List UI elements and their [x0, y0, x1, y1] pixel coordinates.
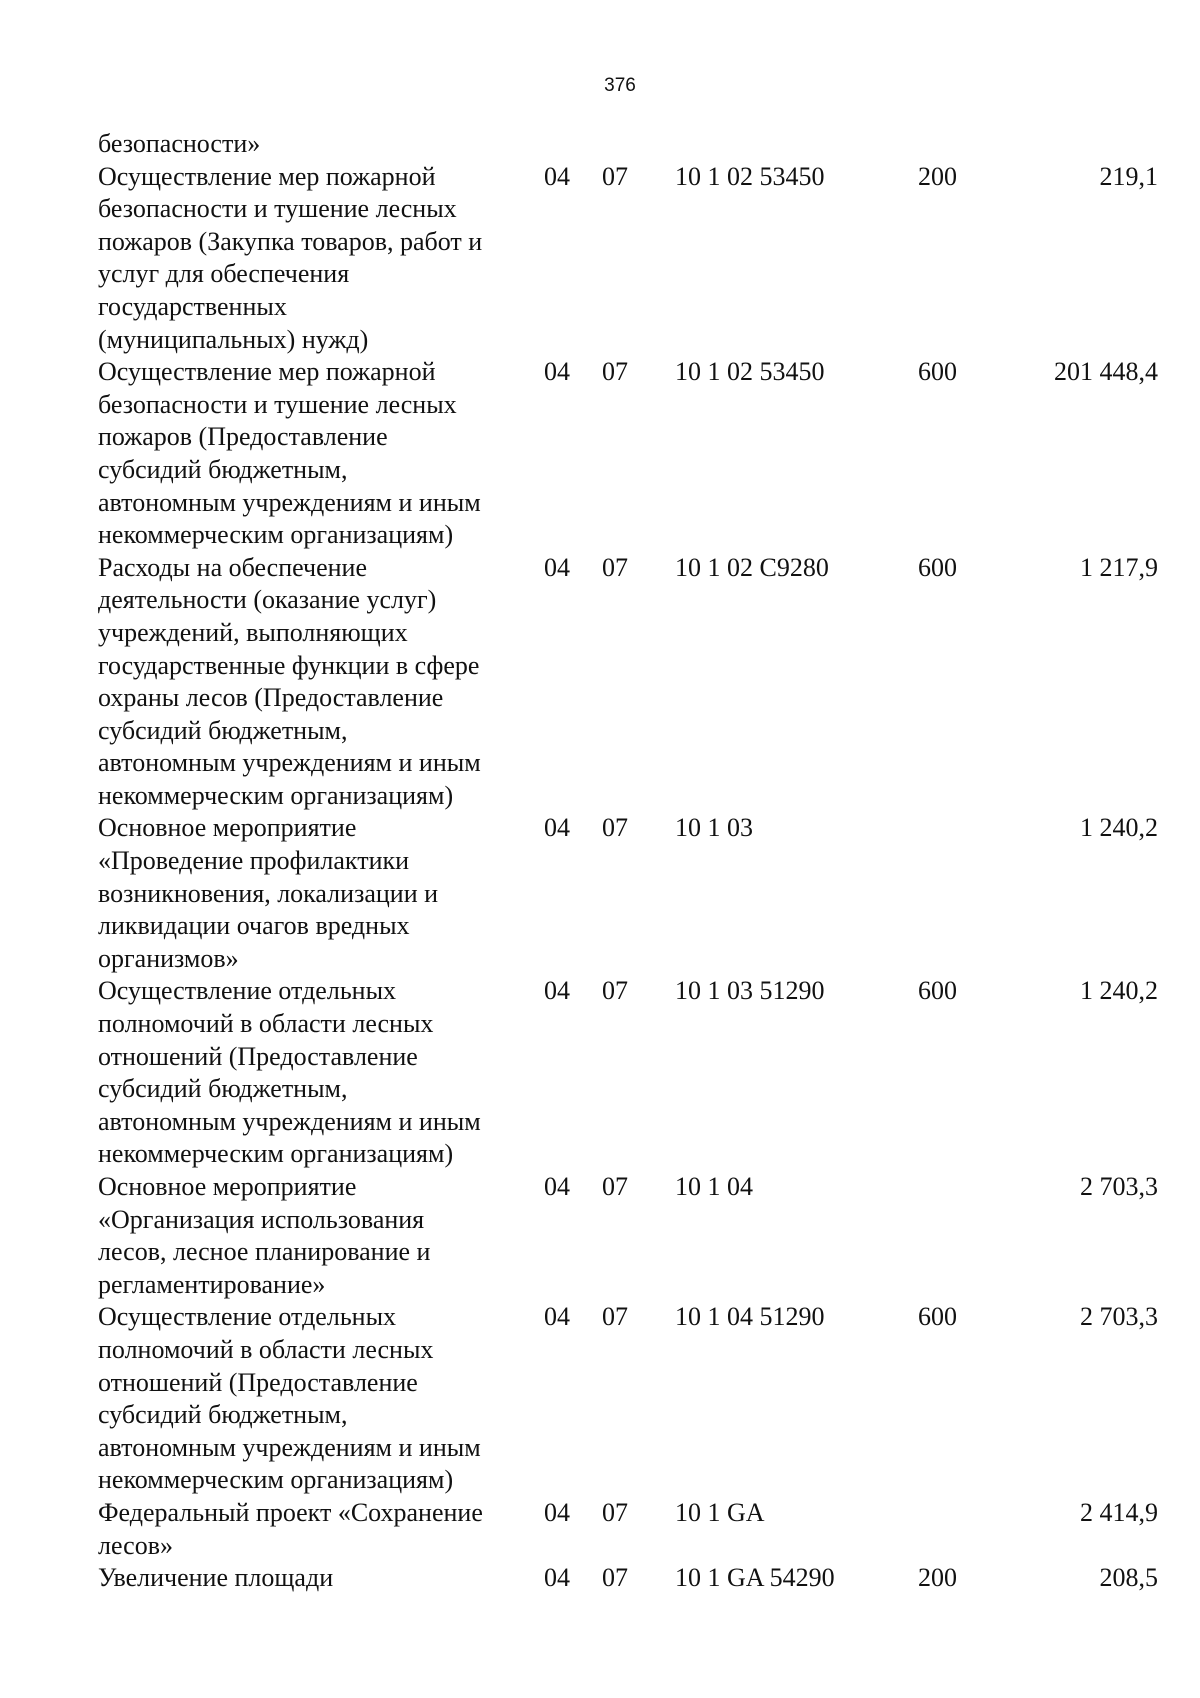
subsection-code: 07: [602, 1172, 628, 1201]
amount: 201 448,4: [1054, 357, 1158, 387]
table-row: [98, 1497, 1158, 1562]
subsection-code: 07: [602, 357, 628, 387]
expense-type-code: 600: [918, 552, 957, 582]
target-article-code: 10 1 03 51290: [675, 976, 825, 1006]
section-code: 04: [544, 357, 570, 387]
expense-type-code: 200: [918, 161, 957, 191]
expense-type-code: 600: [918, 976, 957, 1006]
table-row: [98, 1171, 1158, 1301]
target-article-code: 10 1 GA 54290: [675, 1563, 835, 1593]
item-name: Осуществление отдельных полномочий в области лесных отношений (Предоставление субсидий бюджетным, автономным учреждениям и иным некоммерческим организациям): [98, 1302, 481, 1495]
table-row: [98, 975, 1158, 1171]
subsection-code: 07: [602, 1497, 628, 1527]
section-code: 04: [544, 976, 570, 1006]
table-row: [98, 812, 1158, 975]
amount: 2 703,3: [1080, 1172, 1158, 1201]
section-code: 04: [544, 1302, 570, 1332]
item-name: Федеральный проект «Сохранение лесов»: [98, 1497, 483, 1560]
table-row: [98, 128, 1158, 161]
subsection-code: 07: [602, 976, 628, 1006]
item-name: Осуществление отдельных полномочий в области лесных отношений (Предоставление субсидий бюджетным, автономным учреждениям и иным некоммерческим организациям): [98, 976, 481, 1169]
section-code: 04: [544, 813, 570, 843]
item-name: Увеличение площади: [98, 1563, 334, 1593]
section-code: 04: [544, 1497, 570, 1527]
target-article-code: 10 1 02 53450: [675, 357, 825, 387]
target-article-code: 10 1 04: [675, 1172, 753, 1201]
amount: 219,1: [1099, 161, 1158, 191]
table-row: [98, 161, 1158, 357]
item-name: Расходы на обеспечение деятельности (оказание услуг) учреждений, выполняющих государственные функции в сфере охраны лесов (Предоставление субсидий бюджетным, автономным учреждениям и иным некоммерческим организациям): [98, 552, 481, 810]
item-name: Основное мероприятие «Организация использования лесов, лесное планирование и регламентирование»: [98, 1172, 431, 1299]
item-name: Осуществление мер пожарной безопасности и тушение лесных пожаров (Предоставление субсидий бюджетным, автономным учреждениям и иным некоммерческим организациям): [98, 357, 481, 550]
budget-table: [98, 128, 1158, 1595]
target-article-code: 10 1 02 53450: [675, 161, 825, 191]
amount: 1 217,9: [1080, 552, 1158, 582]
expense-type-code: 600: [918, 357, 957, 387]
target-article-code: 10 1 GA: [675, 1497, 765, 1527]
target-article-code: 10 1 02 С9280: [675, 552, 829, 582]
section-code: 04: [544, 1172, 570, 1201]
subsection-code: 07: [602, 1563, 628, 1593]
subsection-code: 07: [602, 552, 628, 582]
amount: 2 703,3: [1080, 1302, 1158, 1332]
section-code: 04: [544, 161, 570, 191]
section-code: 04: [544, 1563, 570, 1593]
table-row: [98, 1301, 1158, 1497]
amount: 208,5: [1099, 1563, 1158, 1593]
amount: 1 240,2: [1080, 976, 1158, 1006]
subsection-code: 07: [602, 1302, 628, 1332]
item-name: Осуществление мер пожарной безопасности и тушение лесных пожаров (Закупка товаров, работ и услуг для обеспечения государственных (муниципальных) нужд): [98, 161, 483, 354]
item-name: безопасности»: [98, 129, 261, 158]
subsection-code: 07: [602, 161, 628, 191]
table-row: [98, 1562, 1158, 1595]
expense-type-code: 200: [918, 1563, 957, 1593]
section-code: 04: [544, 552, 570, 582]
target-article-code: 10 1 04 51290: [675, 1302, 825, 1332]
table-row: [98, 356, 1158, 552]
amount: 1 240,2: [1080, 813, 1158, 843]
amount: 2 414,9: [1080, 1497, 1158, 1527]
subsection-code: 07: [602, 813, 628, 843]
item-name: Основное мероприятие «Проведение профилактики возникновения, локализации и ликвидации очагов вредных организмов»: [98, 813, 439, 973]
table-row: [98, 552, 1158, 813]
target-article-code: 10 1 03: [675, 813, 753, 843]
expense-type-code: 600: [918, 1302, 957, 1332]
page-number: 376: [604, 75, 636, 96]
